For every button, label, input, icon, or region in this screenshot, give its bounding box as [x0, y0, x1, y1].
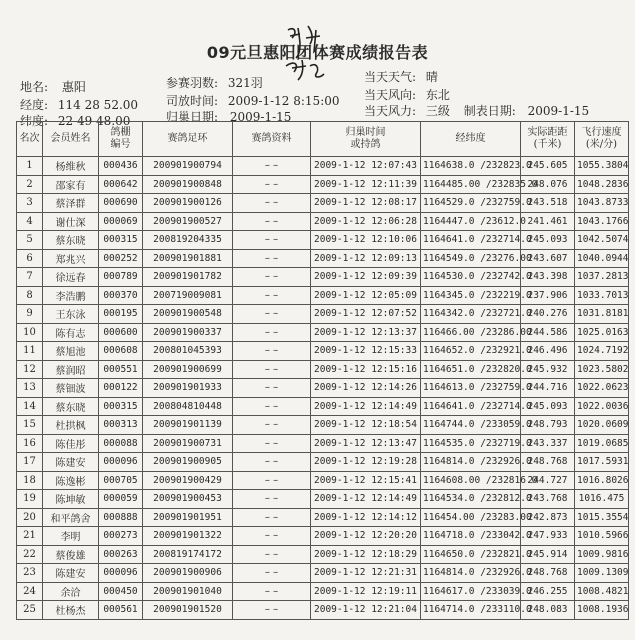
cell-distance: 242.873 [521, 508, 575, 527]
cell-coord: 1164534.0 /232812.0 [421, 490, 521, 509]
cell-coord: 1164485.00 /232835.0 [421, 175, 521, 194]
cell-time: 2009-1-12 12:18:54 [311, 416, 421, 435]
cell-distance: 240.276 [521, 305, 575, 324]
cell-info: – – [233, 379, 311, 398]
cell-loft: 000096 [99, 564, 143, 583]
cell-member: 陈佳彤 [43, 434, 99, 453]
cell-rank: 5 [17, 231, 43, 250]
header-speed-line1: 飞行速度 [581, 127, 622, 138]
table-row [17, 305, 629, 324]
cell-info: – – [233, 286, 311, 305]
header-speed [575, 122, 629, 157]
cell-loft: 000450 [99, 582, 143, 601]
return-value: 2009-1-15 [229, 110, 292, 124]
cell-member: 王东泳 [43, 305, 99, 324]
report-title: 09元旦惠阳团体赛成绩报告表 [206, 43, 429, 62]
cell-loft: 000069 [99, 212, 143, 231]
cell-speed: 1048.2836 [575, 175, 629, 194]
cell-ring: 200901900906 [143, 564, 233, 583]
cell-speed: 1042.5074 [575, 231, 629, 250]
cell-time: 2009-1-12 12:07:43 [311, 157, 421, 176]
cell-ring: 200901900429 [143, 471, 233, 490]
cell-loft: 000705 [99, 471, 143, 490]
cell-time: 2009-1-12 12:09:39 [311, 268, 421, 287]
cell-time: 2009-1-12 12:10:06 [311, 231, 421, 250]
cell-ring: 200801045393 [143, 342, 233, 361]
cell-time: 2009-1-12 12:14:26 [311, 379, 421, 398]
made-date-value: 2009-1-15 [527, 104, 590, 118]
cell-member: 谢仕深 [43, 212, 99, 231]
location-row [20, 78, 86, 95]
cell-ring: 200901901139 [143, 416, 233, 435]
results-table [16, 121, 629, 620]
cell-coord: 1164535.0 /232719.0 [421, 434, 521, 453]
cell-loft: 000888 [99, 508, 143, 527]
cell-rank: 24 [17, 582, 43, 601]
cell-rank: 12 [17, 360, 43, 379]
cell-speed: 1022.0623 [575, 379, 629, 398]
cell-speed: 1043.1766 [575, 212, 629, 231]
cell-info: – – [233, 601, 311, 620]
table-row [17, 564, 629, 583]
cell-time: 2009-1-12 12:15:41 [311, 471, 421, 490]
cell-coord: 1164814.0 /232926.0 [421, 453, 521, 472]
cell-speed: 1008.4821 [575, 582, 629, 601]
release-label: 司放时间: [166, 94, 219, 108]
cell-time: 2009-1-12 12:15:33 [311, 342, 421, 361]
table-row [17, 508, 629, 527]
cell-rank: 6 [17, 249, 43, 268]
cell-member: 蔡泽群 [43, 194, 99, 213]
header-distance-line1: 实际距距 [527, 127, 568, 138]
cell-info: – – [233, 527, 311, 546]
cell-speed: 1055.3804 [575, 157, 629, 176]
cell-coord: 1164714.0 /233110.0 [421, 601, 521, 620]
cell-speed: 1040.0944 [575, 249, 629, 268]
cell-ring: 200819204335 [143, 231, 233, 250]
cell-rank: 22 [17, 545, 43, 564]
cell-speed: 1019.0685 [575, 434, 629, 453]
cell-loft: 000088 [99, 434, 143, 453]
release-value: 2009-1-12 8:15:00 [227, 94, 340, 108]
cell-loft: 000313 [99, 416, 143, 435]
table-row [17, 397, 629, 416]
cell-info: – – [233, 397, 311, 416]
cell-speed: 1031.8181 [575, 305, 629, 324]
cell-ring: 200719009081 [143, 286, 233, 305]
cell-rank: 20 [17, 508, 43, 527]
table-row [17, 286, 629, 305]
cell-ring: 200819174172 [143, 545, 233, 564]
cell-time: 2009-1-12 12:13:47 [311, 434, 421, 453]
cell-info: – – [233, 545, 311, 564]
cell-speed: 1022.0036 [575, 397, 629, 416]
cell-time: 2009-1-12 12:05:09 [311, 286, 421, 305]
cell-member: 杨维秋 [43, 157, 99, 176]
cell-rank: 2 [17, 175, 43, 194]
table-row [17, 471, 629, 490]
header-time-line1: 归巢时间 [345, 127, 386, 138]
cell-rank: 21 [17, 527, 43, 546]
cell-time: 2009-1-12 12:14:12 [311, 508, 421, 527]
cell-member: 陈逸彬 [43, 471, 99, 490]
cell-distance: 245.093 [521, 397, 575, 416]
cell-info: – – [233, 268, 311, 287]
cell-distance: 243.607 [521, 249, 575, 268]
cell-time: 2009-1-12 12:21:31 [311, 564, 421, 583]
latitude-label: 纬度: [20, 114, 49, 128]
cell-distance: 243.337 [521, 434, 575, 453]
entries-value: 321羽 [227, 76, 263, 90]
cell-coord: 1164641.0 /232714.0 [421, 231, 521, 250]
cell-rank: 19 [17, 490, 43, 509]
cell-member: 陈建安 [43, 564, 99, 583]
cell-member: 和平鸽舍 [43, 508, 99, 527]
cell-speed: 1033.7013 [575, 286, 629, 305]
cell-distance: 246.496 [521, 342, 575, 361]
cell-loft: 000642 [99, 175, 143, 194]
cell-time: 2009-1-12 12:19:11 [311, 582, 421, 601]
cell-loft: 000370 [99, 286, 143, 305]
table-row [17, 582, 629, 601]
cell-member: 杜拱枫 [43, 416, 99, 435]
cell-distance: 248.768 [521, 453, 575, 472]
made-date-label: 制表日期: [463, 104, 516, 118]
cell-coord: 1164652.0 /232921.0 [421, 342, 521, 361]
cell-distance: 246.255 [521, 582, 575, 601]
cell-info: – – [233, 360, 311, 379]
cell-loft: 000122 [99, 379, 143, 398]
cell-time: 2009-1-12 12:08:17 [311, 194, 421, 213]
cell-coord: 1164651.0 /232820.0 [421, 360, 521, 379]
cell-rank: 14 [17, 397, 43, 416]
cell-rank: 23 [17, 564, 43, 583]
cell-info: – – [233, 231, 311, 250]
cell-coord: 1164530.0 /232742.0 [421, 268, 521, 287]
cell-member: 蔡润昭 [43, 360, 99, 379]
cell-ring: 200901900548 [143, 305, 233, 324]
cell-coord: 116454.00 /23283.00 [421, 508, 521, 527]
cell-loft: 000551 [99, 360, 143, 379]
cell-member: 徐远春 [43, 268, 99, 287]
cell-info: – – [233, 582, 311, 601]
cell-loft: 000600 [99, 323, 143, 342]
header-loft-line2: 编号 [110, 139, 131, 150]
cell-loft: 000195 [99, 305, 143, 324]
latitude-value: 22 49 48.00 [57, 114, 131, 128]
cell-ring: 200901900794 [143, 157, 233, 176]
table-row [17, 157, 629, 176]
entries-row [166, 74, 263, 91]
cell-loft: 000315 [99, 397, 143, 416]
cell-info: – – [233, 508, 311, 527]
cell-coord: 1164617.0 /233039.0 [421, 582, 521, 601]
cell-distance: 244.586 [521, 323, 575, 342]
header-time-line2: 或持鸽 [350, 139, 381, 150]
cell-coord: 1164529.0 /232759.0 [421, 194, 521, 213]
cell-distance: 245.914 [521, 545, 575, 564]
cell-ring: 200901900527 [143, 212, 233, 231]
cell-speed: 1015.3554 [575, 508, 629, 527]
cell-member: 杜杨杰 [43, 601, 99, 620]
cell-coord: 1164641.0 /232714.0 [421, 397, 521, 416]
cell-rank: 13 [17, 379, 43, 398]
header-ring: 赛鸽足环 [143, 122, 233, 157]
cell-distance: 245.932 [521, 360, 575, 379]
cell-speed: 1009.1309 [575, 564, 629, 583]
cell-rank: 17 [17, 453, 43, 472]
cell-member: 郑兆兴 [43, 249, 99, 268]
cell-speed: 1037.2813 [575, 268, 629, 287]
table-row [17, 545, 629, 564]
cell-distance: 243.768 [521, 490, 575, 509]
cell-coord: 1164345.0 /232219.0 [421, 286, 521, 305]
wind-force-value: 三级 [425, 104, 450, 118]
cell-rank: 18 [17, 471, 43, 490]
cell-loft: 000252 [99, 249, 143, 268]
longitude-row [20, 96, 138, 113]
cell-coord: 1164608.00 /232816.0 [421, 471, 521, 490]
table-row [17, 601, 629, 620]
header-distance [521, 122, 575, 157]
cell-coord: 116466.00 /23286.00 [421, 323, 521, 342]
cell-member: 蔡钿波 [43, 379, 99, 398]
cell-distance: 248.793 [521, 416, 575, 435]
cell-rank: 1 [17, 157, 43, 176]
cell-time: 2009-1-12 12:21:04 [311, 601, 421, 620]
wind-dir-label: 当天风向: [364, 88, 417, 102]
cell-info: – – [233, 157, 311, 176]
weather-label: 当天天气: [364, 70, 417, 84]
table-row [17, 175, 629, 194]
cell-coord: 1164638.0 /232823.0 [421, 157, 521, 176]
wind-force-label: 当天风力: [364, 104, 417, 118]
cell-time: 2009-1-12 12:07:52 [311, 305, 421, 324]
cell-coord: 1164744.0 /233059.0 [421, 416, 521, 435]
cell-rank: 8 [17, 286, 43, 305]
cell-member: 邵家有 [43, 175, 99, 194]
cell-member: 李明 [43, 527, 99, 546]
cell-loft: 000273 [99, 527, 143, 546]
table-row [17, 323, 629, 342]
cell-speed: 1008.1936 [575, 601, 629, 620]
cell-time: 2009-1-12 12:13:37 [311, 323, 421, 342]
cell-ring: 200901901881 [143, 249, 233, 268]
cell-info: – – [233, 305, 311, 324]
cell-speed: 1025.0163 [575, 323, 629, 342]
location-value: 惠阳 [61, 80, 86, 94]
table-row [17, 490, 629, 509]
cell-distance: 241.461 [521, 212, 575, 231]
cell-loft: 000263 [99, 545, 143, 564]
cell-distance: 244.716 [521, 379, 575, 398]
longitude-value: 114 28 52.00 [57, 98, 139, 112]
cell-ring: 200804810448 [143, 397, 233, 416]
table-row [17, 379, 629, 398]
cell-info: – – [233, 323, 311, 342]
cell-time: 2009-1-12 12:20:20 [311, 527, 421, 546]
cell-speed: 1010.5966 [575, 527, 629, 546]
cell-ring: 200901901951 [143, 508, 233, 527]
cell-rank: 11 [17, 342, 43, 361]
wind-dir-value: 东北 [425, 88, 450, 102]
cell-speed: 1017.5931 [575, 453, 629, 472]
cell-loft: 000690 [99, 194, 143, 213]
cell-member: 蔡东晓 [43, 397, 99, 416]
header-loft-line1: 鸽棚 [110, 127, 131, 138]
cell-loft: 000608 [99, 342, 143, 361]
cell-time: 2009-1-12 12:09:13 [311, 249, 421, 268]
cell-member: 蔡旭池 [43, 342, 99, 361]
cell-rank: 25 [17, 601, 43, 620]
weather-row [364, 68, 438, 85]
cell-coord: 1164342.0 /232721.0 [421, 305, 521, 324]
cell-rank: 3 [17, 194, 43, 213]
location-label: 地名: [20, 80, 49, 94]
cell-ring: 200901901040 [143, 582, 233, 601]
header-coord: 经纬度 [421, 122, 521, 157]
cell-distance: 245.605 [521, 157, 575, 176]
cell-coord: 1164613.0 /232759.0 [421, 379, 521, 398]
cell-distance: 245.093 [521, 231, 575, 250]
cell-speed: 1016.475 [575, 490, 629, 509]
cell-ring: 200901900848 [143, 175, 233, 194]
entries-label: 参赛羽数: [166, 76, 219, 90]
cell-speed: 1023.5802 [575, 360, 629, 379]
cell-member: 余洽 [43, 582, 99, 601]
cell-coord: 1164718.0 /233042.0 [421, 527, 521, 546]
cell-speed: 1043.8733 [575, 194, 629, 213]
longitude-label: 经度: [20, 98, 49, 112]
table-row [17, 434, 629, 453]
table-row [17, 268, 629, 287]
wind-force-row [364, 102, 589, 119]
header-rank: 名次 [17, 122, 43, 157]
cell-info: – – [233, 471, 311, 490]
cell-distance: 247.933 [521, 527, 575, 546]
cell-info: – – [233, 490, 311, 509]
cell-ring: 200901900731 [143, 434, 233, 453]
cell-member: 陈有志 [43, 323, 99, 342]
table-row [17, 453, 629, 472]
table-row [17, 249, 629, 268]
cell-ring: 200901900337 [143, 323, 233, 342]
cell-distance: 243.398 [521, 268, 575, 287]
cell-ring: 200901900126 [143, 194, 233, 213]
table-row [17, 527, 629, 546]
cell-ring: 200901901782 [143, 268, 233, 287]
cell-time: 2009-1-12 12:18:29 [311, 545, 421, 564]
header-time [311, 122, 421, 157]
cell-speed: 1016.8026 [575, 471, 629, 490]
cell-loft: 000315 [99, 231, 143, 250]
return-label: 归巢日期: [166, 110, 219, 124]
cell-coord: 1164447.0 /23612.0 [421, 212, 521, 231]
cell-info: – – [233, 194, 311, 213]
cell-speed: 1024.7192 [575, 342, 629, 361]
table-row [17, 231, 629, 250]
cell-coord: 1164650.0 /232821.0 [421, 545, 521, 564]
cell-rank: 9 [17, 305, 43, 324]
cell-member: 蔡东晓 [43, 231, 99, 250]
cell-time: 2009-1-12 12:06:28 [311, 212, 421, 231]
cell-ring: 200901900699 [143, 360, 233, 379]
cell-info: – – [233, 249, 311, 268]
cell-info: – – [233, 453, 311, 472]
cell-info: – – [233, 564, 311, 583]
cell-loft: 000436 [99, 157, 143, 176]
cell-coord: 1164814.0 /232926.0 [421, 564, 521, 583]
cell-speed: 1009.9816 [575, 545, 629, 564]
cell-info: – – [233, 342, 311, 361]
table-header-row [17, 122, 629, 157]
table-row [17, 360, 629, 379]
cell-rank: 15 [17, 416, 43, 435]
cell-info: – – [233, 212, 311, 231]
weather-value: 晴 [425, 70, 438, 84]
header-info: 赛鸽资料 [233, 122, 311, 157]
cell-distance: 248.768 [521, 564, 575, 583]
cell-ring: 200901901322 [143, 527, 233, 546]
header-loft [99, 122, 143, 157]
cell-time: 2009-1-12 12:14:49 [311, 490, 421, 509]
cell-rank: 4 [17, 212, 43, 231]
header-member: 会员姓名 [43, 122, 99, 157]
cell-loft: 000561 [99, 601, 143, 620]
table-row [17, 416, 629, 435]
cell-rank: 16 [17, 434, 43, 453]
header-distance-line2: (千米) [533, 139, 562, 150]
cell-time: 2009-1-12 12:11:39 [311, 175, 421, 194]
cell-ring: 200901901933 [143, 379, 233, 398]
cell-distance: 237.906 [521, 286, 575, 305]
cell-loft: 000096 [99, 453, 143, 472]
cell-ring: 200901900453 [143, 490, 233, 509]
cell-coord: 1164549.0 /23276.00 [421, 249, 521, 268]
cell-ring: 200901901520 [143, 601, 233, 620]
cell-info: – – [233, 175, 311, 194]
table-row [17, 194, 629, 213]
cell-time: 2009-1-12 12:15:16 [311, 360, 421, 379]
wind-dir-row [364, 86, 450, 103]
cell-rank: 7 [17, 268, 43, 287]
cell-info: – – [233, 434, 311, 453]
release-row [166, 92, 340, 109]
handwritten-signature [280, 22, 330, 82]
cell-loft: 000059 [99, 490, 143, 509]
cell-loft: 000789 [99, 268, 143, 287]
cell-info: – – [233, 416, 311, 435]
cell-rank: 10 [17, 323, 43, 342]
cell-member: 陈坤敏 [43, 490, 99, 509]
cell-time: 2009-1-12 12:14:49 [311, 397, 421, 416]
header-speed-line2: (米/分) [585, 139, 618, 150]
cell-time: 2009-1-12 12:19:28 [311, 453, 421, 472]
cell-member: 蔡俊雄 [43, 545, 99, 564]
cell-distance: 244.727 [521, 471, 575, 490]
cell-speed: 1020.0609 [575, 416, 629, 435]
cell-member: 陈建安 [43, 453, 99, 472]
cell-distance: 248.083 [521, 601, 575, 620]
table-row [17, 342, 629, 361]
cell-distance: 248.076 [521, 175, 575, 194]
cell-member: 李浩鹏 [43, 286, 99, 305]
table-row [17, 212, 629, 231]
cell-distance: 243.518 [521, 194, 575, 213]
cell-ring: 200901900905 [143, 453, 233, 472]
